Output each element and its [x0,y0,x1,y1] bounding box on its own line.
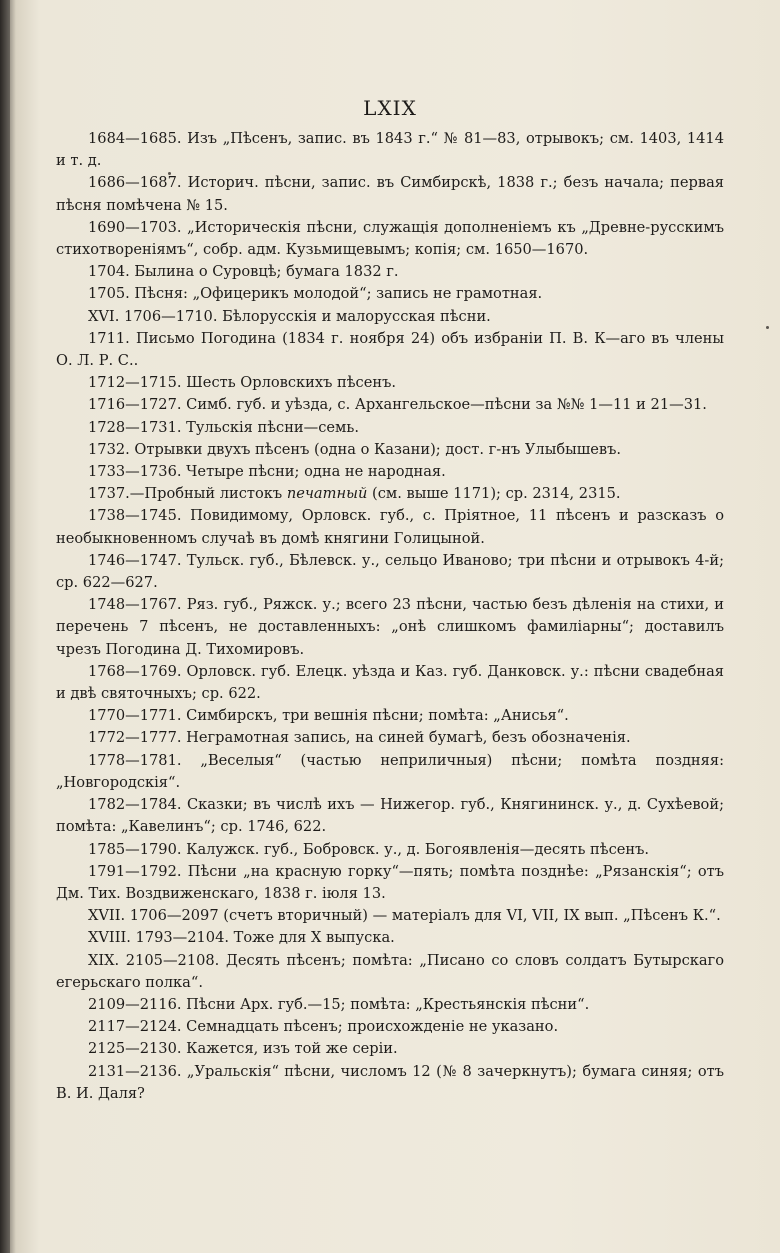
entry-1737-italic: печатный [286,485,368,503]
page-binding-edge [0,0,10,1253]
entry-1748: 1748—1767. Ряз. губ., Ряжск. у.; всего 23 пѣсни, частью безъ дѣленія на стихи, и перечень 7 пѣсенъ, не доставленныхъ: „онѣ слишкомъ фамиліарны“; доставилъ чрезъ Погодина Д. Тихомировъ. [56,596,724,658]
entry-1728: 1728—1731. Тульскія пѣсни—семь. [88,418,359,436]
entry-xix: XIX. 2105—2108. Десять пѣсенъ; помѣта: „Писано со словъ солдатъ Бутырскаго егерьскаго полка“. [56,951,724,991]
page-number: LXIX [363,96,417,120]
entry-1791: 1791—1792. Пѣсни „на красную горку“—пять; помѣта позднѣе: „Рязанскія“; отъ Дм. Тих. Воздвиженскаго, 1838 г. іюля 13. [56,862,724,902]
entry-1738: 1738—1745. Повидимому, Орловск. губ., с. Пріятное, 11 пѣсенъ и разсказъ о необыкновенномъ случаѣ въ домѣ княгини Голицыной. [56,507,724,547]
entry-1778: 1778—1781. „Веселыя“ (частью неприличныя) пѣсни; помѣта поздняя: „Новгородскія“. [56,751,724,791]
entry-1785: 1785—1790. Калужск. губ., Бобровск. у., д. Богоявленія—десять пѣсенъ. [88,840,650,858]
entry-xviii: XVIII. 1793—2104. Тоже для X выпуска. [88,929,395,947]
entry-1686: 1686—1687. Историч. пѣсни, запис. въ Симбирскѣ, 1838 г.; безъ начала; первая пѣсня помѣчена № 15. [56,174,724,214]
entry-1705: 1705. Пѣсня: „Офицерикъ молодой“; запись не грамотная. [88,285,543,303]
entry-1711: 1711. Письмо Погодина (1834 г. ноября 24) объ избраніи П. В. К—аго въ члены О. Л. Р. С.. [56,329,724,370]
entry-xvi: XVI. 1706—1710. Бѣлорусскія и малорусская пѣсни. [88,307,491,325]
entry-1737 [56,483,724,505]
entry-1704: 1704. Былина о Суровцѣ; бумага 1832 г. [88,263,399,281]
entry-1768: 1768—1769. Орловск. губ. Елецк. уѣзда и Каз. губ. Данковск. у.: пѣсни свадебная и двѣ святочныхъ; ср. 622. [56,662,724,703]
entry-1782: 1782—1784. Сказки; въ числѣ ихъ — Нижегор. губ., Княгининск. у., д. Сухѣевой; помѣта: „Кавелинъ“; ср. 1746, 622. [56,796,724,836]
entry-1684: 1684—1685. Изъ „Пѣсенъ, запис. въ 1843 г.“ № 81—83, отрывокъ; см. 1403, 1414 и т. д. [56,130,724,170]
entry-1732: 1732. Отрывки двухъ пѣсенъ (одна о Казани); дост. г-нъ Улыбышевъ. [88,440,622,458]
page-body [56,128,724,1105]
entry-2109: 2109—2116. Пѣсни Арх. губ.—15; помѣта: „Крестьянскія пѣсни“. [88,995,590,1013]
entry-1716: 1716—1727. Симб. губ. и уѣзда, с. Архангельское—пѣсни за №№ 1—11 и 21—31. [88,396,707,414]
entry-1770: 1770—1771. Симбирскъ, три вешнія пѣсни; помѣта: „Анисья“. [88,707,569,725]
entry-2125: 2125—2130. Кажется, изъ той же серіи. [88,1040,398,1058]
entry-1746: 1746—1747. Тульск. губ., Бѣлевск. у., сельцо Иваново; три пѣсни и отрывокъ 4-й; ср. 622—627. [56,551,724,592]
entry-2117: 2117—2124. Семнадцать пѣсенъ; происхожденіе не указано. [88,1018,559,1036]
entry-2131: 2131—2136. „Уральскія“ пѣсни, числомъ 12 (№ 8 зачеркнутъ); бумага синяя; отъ В. И. Даля? [56,1062,724,1102]
paper-speck [766,326,769,329]
entry-1772: 1772—1777. Неграмотная запись, на синей бумагѣ, безъ обозначенія. [88,729,631,747]
entry-1690: 1690—1703. „Историческія пѣсни, служащія дополненіемъ къ „Древне-русскимъ стихотвореніямъ“, собр. адм. Кузьмищевымъ; копія; см. 1650—1670. [56,218,724,259]
entry-1712: 1712—1715. Шесть Орловскихъ пѣсенъ. [88,374,397,392]
entry-xvii: XVII. 1706—2097 (счетъ вторичный) — матеріалъ для VI, VII, IX вып. „Пѣсенъ К.“. [88,907,721,925]
entry-1733: 1733—1736. Четыре пѣсни; одна не народная. [88,463,446,481]
entry-1737-start: 1737.—Пробный листокъ [88,485,287,503]
entry-1737-end: (см. выше 1171); ср. 2314, 2315. [367,485,621,503]
